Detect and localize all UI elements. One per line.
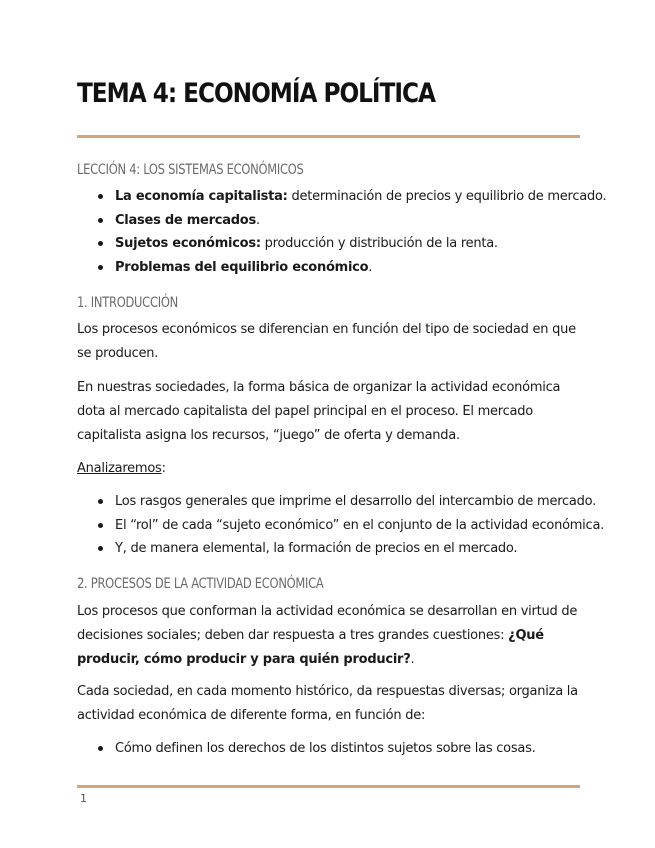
lesson-list [77, 185, 607, 279]
analizaremos-line: Analizaremos: [77, 461, 166, 476]
intro-paragraph-2: En nuestras sociedades, la forma básica de organizar la actividad económica dota al mercado capitalista del papel principal en el proceso. El mercado capitalista asigna los recursos, “juego” de oferta y demanda. [77, 380, 561, 443]
intro-list [77, 490, 605, 561]
list-item: Los rasgos generales que imprime el desarrollo del intercambio de mercado. [77, 490, 580, 514]
list-item: Cómo definen los derechos de los distintos sujetos sobre las cosas. [77, 737, 580, 761]
procesos-paragraph-1: Los procesos que conforman la actividad económica se desarrollan en virtud de decisiones sociales; deben dar respuesta a tres grandes cuestiones: ¿Qué producir, cómo producir y para quién producir?. [77, 604, 578, 667]
procesos-list [77, 737, 580, 761]
list-item: Y, de manera elemental, la formación de precios en el mercado. [77, 537, 580, 561]
lesson-heading: LECCIÓN 4: LOS SISTEMAS ECONÓMICOS [77, 162, 304, 178]
list-item: El “rol” de cada “sujeto económico” en el conjunto de la actividad económica. [77, 514, 580, 538]
list-item: Sujetos económicos: producción y distribución de la renta. [77, 232, 580, 256]
page-title: TEMA 4: ECONOMÍA POLÍTICA [77, 78, 435, 109]
footer-divider [77, 785, 580, 788]
title-divider [77, 135, 580, 138]
list-item: La economía capitalista: determinación de precios y equilibrio de mercado. [77, 185, 580, 209]
procesos-heading: 2. PROCESOS DE LA ACTIVIDAD ECONÓMICA [77, 576, 324, 592]
intro-paragraph-1: Los procesos económicos se diferencian en función del tipo de sociedad en que se producen. [77, 322, 576, 361]
intro-heading: 1. INTRODUCCIÓN [77, 295, 178, 311]
list-item: Clases de mercados. [77, 209, 580, 233]
list-item: Problemas del equilibrio económico. [77, 256, 580, 280]
procesos-paragraph-2: Cada sociedad, en cada momento histórico, da respuestas diversas; organiza la actividad económica de diferente forma, en función de: [77, 684, 578, 723]
page-number: 1 [80, 792, 87, 805]
